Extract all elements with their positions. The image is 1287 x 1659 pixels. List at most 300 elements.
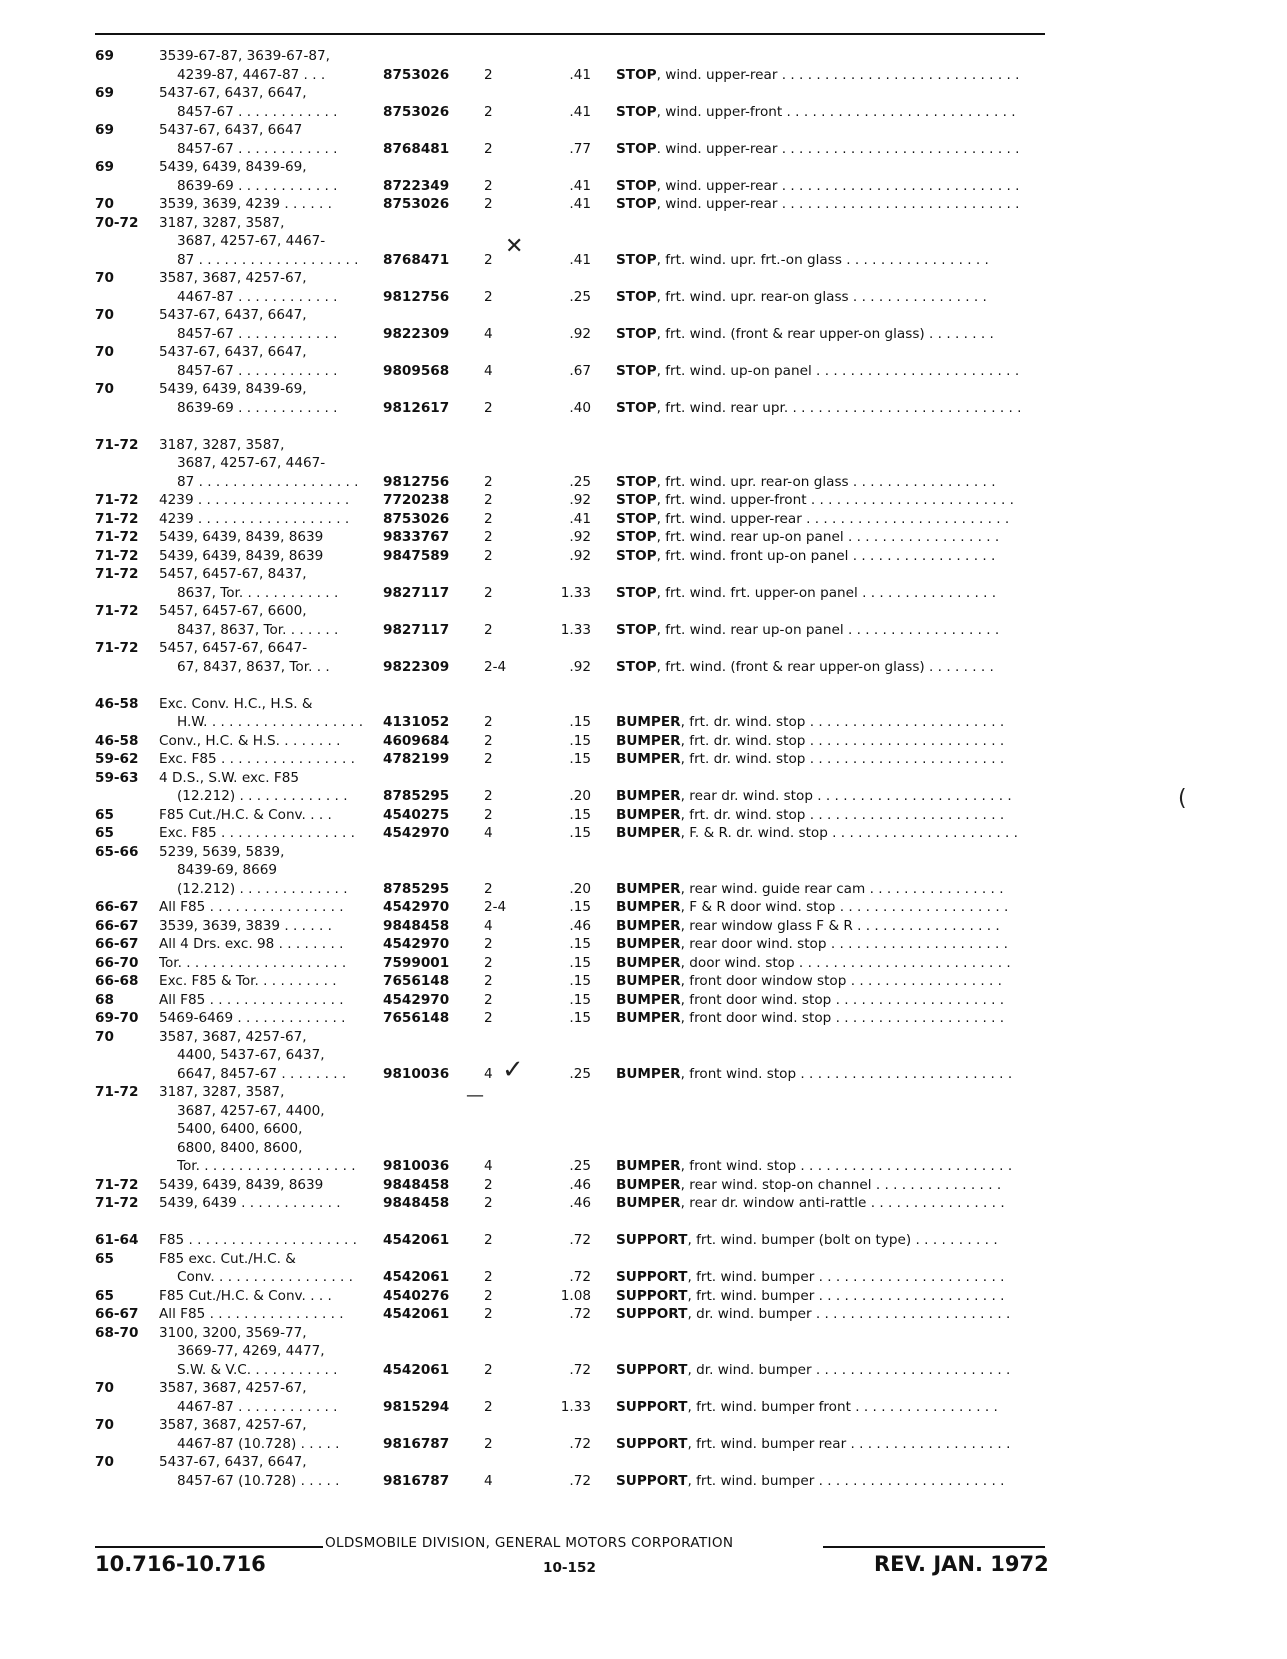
description-text: , frt. wind. upper-rear . . . . . . . . . . . . . . . . . . . . . . . . bbox=[656, 510, 1010, 527]
cell-year: 70 bbox=[95, 270, 114, 286]
table-row bbox=[0, 251, 1287, 270]
description-keyword: STOP bbox=[616, 473, 657, 490]
cell-description bbox=[616, 528, 1045, 547]
cell-price: .92 bbox=[569, 492, 591, 508]
description-text: , frt. wind. (front & rear upper-on glass) . . . . . . . . bbox=[656, 325, 994, 342]
description-keyword: BUMPER bbox=[616, 1158, 681, 1174]
description-text: , frt. dr. wind. stop . . . . . . . . . . . . . . . . . . . . . . . bbox=[680, 751, 1005, 767]
description-text: , frt. wind. bumper front . . . . . . . . . . . . . . . . . bbox=[687, 1398, 998, 1415]
cell-year: 59-63 bbox=[95, 769, 139, 786]
cell-year: 71-72 bbox=[95, 603, 139, 619]
cell-quantity: 2 bbox=[484, 1435, 493, 1452]
description-keyword: STOP bbox=[616, 66, 657, 83]
cell-description bbox=[616, 491, 1045, 510]
description-text: , frt. wind. bumper (bolt on type) . . . . . . . . . . bbox=[687, 1232, 998, 1248]
cell-quantity: 2 bbox=[484, 399, 493, 416]
cell-year: 71-72 bbox=[95, 1195, 139, 1211]
description-keyword: STOP bbox=[616, 103, 657, 120]
cell-quantity: 2-4 bbox=[484, 658, 507, 675]
cell-model: 4239-87, 4467-87 . . . bbox=[177, 66, 326, 83]
cell-price: .72 bbox=[569, 1435, 591, 1452]
cell-price: .92 bbox=[569, 529, 591, 545]
description-keyword: STOP bbox=[616, 529, 657, 545]
table-row bbox=[0, 66, 1287, 85]
cell-description bbox=[616, 713, 1045, 732]
description-text: , wind. upper-front . . . . . . . . . . . . . . . . . . . . . . . . . . . bbox=[656, 103, 1016, 120]
description-text: , wind. upper-rear . . . . . . . . . . . . . . . . . . . . . . . . . . . . bbox=[656, 66, 1020, 83]
cell-price: .15 bbox=[569, 714, 591, 730]
cell-model: 3539, 3639, 3839 . . . . . . bbox=[159, 917, 332, 934]
cell-price: .41 bbox=[569, 251, 591, 268]
cell-price: .15 bbox=[569, 751, 591, 767]
cell-description bbox=[616, 195, 1045, 214]
cell-price: .67 bbox=[569, 362, 591, 379]
description-keyword: SUPPORT bbox=[616, 1269, 688, 1285]
table-row bbox=[0, 1046, 1287, 1065]
cell-year: 66-67 bbox=[95, 1306, 139, 1322]
table-row bbox=[0, 843, 1287, 862]
cell-year: 69 bbox=[95, 159, 114, 175]
footer-rule-left bbox=[95, 1546, 323, 1548]
cell-description bbox=[616, 917, 1045, 936]
cell-year: 71-72 bbox=[95, 1176, 139, 1193]
table-row bbox=[0, 935, 1287, 954]
cell-description bbox=[616, 103, 1045, 122]
cell-quantity: 2 bbox=[484, 1398, 493, 1415]
table-row bbox=[0, 1342, 1287, 1361]
description-text: , frt. wind. bumper rear . . . . . . . . . . . . . . . . . . . bbox=[687, 1435, 1011, 1452]
cell-quantity: 2 bbox=[484, 1287, 493, 1304]
cell-part-number: 8768471 bbox=[383, 251, 450, 268]
cell-description bbox=[616, 880, 1045, 899]
cell-description bbox=[616, 898, 1045, 917]
description-text: , dr. wind. bumper . . . . . . . . . . . . . . . . . . . . . . . bbox=[687, 1361, 1011, 1378]
table-row bbox=[0, 1268, 1287, 1287]
cell-price: .72 bbox=[569, 1361, 591, 1378]
cell-description bbox=[616, 1157, 1045, 1176]
cell-year: 59-62 bbox=[95, 751, 139, 767]
description-text: , frt. wind. upr. rear-on glass . . . . . . . . . . . . . . . . bbox=[656, 288, 987, 305]
description-text: , front door wind. stop . . . . . . . . . . . . . . . . . . . . bbox=[680, 1010, 1005, 1026]
cell-year: 71-72 bbox=[95, 640, 139, 656]
cell-part-number: 8722349 bbox=[383, 177, 450, 194]
description-text: , F & R door wind. stop . . . . . . . . . . . . . . . . . . . . bbox=[680, 899, 1009, 915]
cell-model: 4467-87 (10.728) . . . . . bbox=[177, 1435, 340, 1452]
cell-part-number: 9815294 bbox=[383, 1398, 450, 1415]
table-row bbox=[0, 1379, 1287, 1398]
cell-description bbox=[616, 732, 1045, 751]
table-row bbox=[0, 1435, 1287, 1454]
table-row bbox=[0, 214, 1287, 233]
cell-model: 8457-67 . . . . . . . . . . . . bbox=[177, 103, 338, 120]
cell-quantity: 2 bbox=[484, 991, 493, 1008]
cell-quantity: 2 bbox=[484, 1195, 493, 1211]
cell-price: .41 bbox=[569, 66, 591, 83]
cell-model: All F85 . . . . . . . . . . . . . . . . bbox=[159, 991, 344, 1008]
cell-model: 4 D.S., S.W. exc. F85 bbox=[159, 769, 299, 786]
cell-part-number: 9822309 bbox=[383, 658, 450, 675]
description-keyword: BUMPER bbox=[616, 1010, 681, 1026]
cell-description bbox=[616, 1305, 1045, 1324]
description-text: , frt. wind. (front & rear upper-on glass) . . . . . . . . bbox=[656, 658, 994, 675]
cell-model: Exc. F85 . . . . . . . . . . . . . . . . bbox=[159, 825, 355, 841]
cell-model: 3187, 3287, 3587, bbox=[159, 214, 285, 231]
cell-year: 69-70 bbox=[95, 1010, 139, 1026]
table-row bbox=[0, 769, 1287, 788]
cell-description bbox=[616, 251, 1045, 270]
description-keyword: STOP bbox=[616, 621, 657, 638]
cell-part-number: 9812617 bbox=[383, 399, 450, 416]
cell-quantity: 2 bbox=[484, 140, 493, 157]
table-row bbox=[0, 806, 1287, 825]
cell-quantity: 2 bbox=[484, 584, 493, 601]
cell-model: (12.212) . . . . . . . . . . . . . bbox=[177, 880, 348, 897]
cell-model: 4400, 5437-67, 6437, bbox=[177, 1047, 325, 1063]
cell-quantity: 2 bbox=[484, 751, 493, 767]
table-row bbox=[0, 1120, 1287, 1139]
description-text: , frt. wind. rear upr. . . . . . . . . . . . . . . . . . . . . . . . . . . . bbox=[656, 399, 1022, 416]
cell-quantity: 4 bbox=[484, 1065, 493, 1082]
description-text: , rear window glass F & R . . . . . . . . . . . . . . . . . bbox=[680, 917, 1000, 934]
cell-part-number: 9809568 bbox=[383, 362, 450, 379]
cell-quantity: 2-4 bbox=[484, 899, 507, 915]
table-row bbox=[0, 380, 1287, 399]
cell-model: 8439-69, 8669 bbox=[177, 862, 278, 878]
cell-price: .46 bbox=[569, 1195, 591, 1211]
cell-part-number: 4609684 bbox=[383, 732, 450, 749]
row-spacer bbox=[0, 1213, 1287, 1232]
cell-description bbox=[616, 1194, 1045, 1213]
cell-part-number: 9810036 bbox=[383, 1065, 450, 1082]
table-row bbox=[0, 565, 1287, 584]
description-keyword: SUPPORT bbox=[616, 1472, 688, 1489]
cell-model: 4467-87 . . . . . . . . . . . . bbox=[177, 288, 338, 305]
cell-model: S.W. & V.C. . . . . . . . . . . bbox=[177, 1361, 338, 1378]
description-keyword: STOP bbox=[616, 492, 657, 508]
cell-year: 70-72 bbox=[95, 214, 139, 231]
description-keyword: BUMPER bbox=[616, 991, 681, 1008]
cell-description bbox=[616, 1361, 1045, 1380]
cell-description bbox=[616, 1398, 1045, 1417]
footer-division: OLDSMOBILE DIVISION, GENERAL MOTORS CORPORATION bbox=[325, 1535, 734, 1551]
cell-year: 61-64 bbox=[95, 1232, 139, 1248]
table-row bbox=[0, 1398, 1287, 1417]
cell-model: 4239 . . . . . . . . . . . . . . . . . . bbox=[159, 492, 350, 508]
cell-model: 5437-67, 6437, 6647, bbox=[159, 307, 307, 323]
table-row bbox=[0, 1194, 1287, 1213]
cell-part-number: 9827117 bbox=[383, 584, 450, 601]
table-row bbox=[0, 972, 1287, 991]
description-text: , F. & R. dr. wind. stop . . . . . . . . . . . . . . . . . . . . . . bbox=[680, 825, 1018, 841]
description-keyword: SUPPORT bbox=[616, 1398, 688, 1415]
description-keyword: SUPPORT bbox=[616, 1287, 688, 1304]
table-row bbox=[0, 584, 1287, 603]
cell-year: 69 bbox=[95, 122, 114, 138]
footer-section-number: 10.716-10.716 bbox=[95, 1552, 266, 1576]
cell-part-number: 7656148 bbox=[383, 973, 450, 989]
row-spacer bbox=[0, 676, 1287, 695]
cell-part-number: 4540275 bbox=[383, 806, 450, 823]
description-text: , rear wind. stop-on channel . . . . . . . . . . . . . . . bbox=[680, 1176, 1002, 1193]
cell-description bbox=[616, 547, 1045, 566]
cell-quantity: 2 bbox=[484, 714, 493, 730]
cell-model: 5439, 6439, 8439, 8639 bbox=[159, 1176, 324, 1193]
description-text: , frt. dr. wind. stop . . . . . . . . . . . . . . . . . . . . . . . bbox=[680, 732, 1005, 749]
cell-part-number: 8768481 bbox=[383, 140, 450, 157]
cell-model: 3587, 3687, 4257-67, bbox=[159, 1380, 307, 1396]
cell-year: 70 bbox=[95, 307, 114, 323]
cell-model: 5439, 6439, 8439-69, bbox=[159, 159, 307, 175]
description-keyword: BUMPER bbox=[616, 954, 681, 971]
cell-description bbox=[616, 362, 1045, 381]
cell-description bbox=[616, 806, 1045, 825]
cell-price: .41 bbox=[569, 103, 591, 120]
cell-model: 87 . . . . . . . . . . . . . . . . . . . bbox=[177, 251, 359, 268]
cell-price: .72 bbox=[569, 1269, 591, 1285]
table-row bbox=[0, 84, 1287, 103]
description-keyword: BUMPER bbox=[616, 1195, 681, 1211]
cell-quantity: 2 bbox=[484, 788, 493, 804]
stray-paren-mark: ( bbox=[1178, 786, 1187, 811]
cell-price: .20 bbox=[569, 880, 591, 897]
cell-model: 5239, 5639, 5839, bbox=[159, 843, 285, 860]
cell-part-number: 8785295 bbox=[383, 880, 450, 897]
description-text: , frt. wind. bumper . . . . . . . . . . . . . . . . . . . . . . bbox=[687, 1472, 1005, 1489]
cell-description bbox=[616, 1472, 1045, 1491]
cell-description bbox=[616, 66, 1045, 85]
cell-year: 66-67 bbox=[95, 917, 139, 934]
cell-description bbox=[616, 399, 1045, 418]
description-text: , frt. wind. frt. upper-on panel . . . . . . . . . . . . . . . . bbox=[656, 584, 997, 601]
description-keyword: BUMPER bbox=[616, 1176, 681, 1193]
cell-model: 8457-67 . . . . . . . . . . . . bbox=[177, 362, 338, 379]
table-row bbox=[0, 1416, 1287, 1435]
cell-model: 5439, 6439 . . . . . . . . . . . . bbox=[159, 1195, 341, 1211]
cell-part-number: 9812756 bbox=[383, 288, 450, 305]
table-row bbox=[0, 658, 1287, 677]
description-keyword: SUPPORT bbox=[616, 1361, 688, 1378]
description-text: , frt. dr. wind. stop . . . . . . . . . . . . . . . . . . . . . . . bbox=[680, 806, 1005, 823]
cell-model: 5439, 6439, 8439-69, bbox=[159, 381, 307, 397]
table-row bbox=[0, 1028, 1287, 1047]
cell-quantity: 2 bbox=[484, 1010, 493, 1026]
description-text: , frt. wind. up-on panel . . . . . . . . . . . . . . . . . . . . . . . . bbox=[656, 362, 1020, 379]
cell-model: 3687, 4257-67, 4400, bbox=[177, 1102, 325, 1119]
cell-description bbox=[616, 325, 1045, 344]
cell-model: 5437-67, 6437, 6647, bbox=[159, 344, 307, 360]
cell-quantity: 2 bbox=[484, 936, 493, 952]
cell-quantity: 2 bbox=[484, 806, 493, 823]
cell-quantity: 2 bbox=[484, 510, 493, 527]
description-text: , front door window stop . . . . . . . . . . . . . . . . . . bbox=[680, 973, 1002, 989]
description-keyword: STOP bbox=[616, 288, 657, 305]
cell-year: 46-58 bbox=[95, 732, 139, 749]
cell-model: Exc. Conv. H.C., H.S. & bbox=[159, 695, 313, 712]
cell-quantity: 2 bbox=[484, 621, 493, 638]
description-keyword: BUMPER bbox=[616, 973, 681, 989]
cell-model: 8457-67 (10.728) . . . . . bbox=[177, 1472, 340, 1489]
cell-part-number: 7656148 bbox=[383, 1010, 450, 1026]
table-row bbox=[0, 1472, 1287, 1491]
description-keyword: SUPPORT bbox=[616, 1306, 688, 1322]
table-row bbox=[0, 528, 1287, 547]
cell-part-number: 4542061 bbox=[383, 1361, 450, 1378]
description-keyword: STOP bbox=[616, 510, 657, 527]
footer-rule-right bbox=[823, 1546, 1045, 1548]
cell-model: 5437-67, 6437, 6647, bbox=[159, 85, 307, 101]
description-keyword: BUMPER bbox=[616, 732, 681, 749]
table-row bbox=[0, 1231, 1287, 1250]
cell-model: 3587, 3687, 4257-67, bbox=[159, 1028, 307, 1045]
description-text: , frt. dr. wind. stop . . . . . . . . . . . . . . . . . . . . . . . bbox=[680, 714, 1005, 730]
description-keyword: STOP bbox=[616, 140, 657, 157]
cell-model: H.W. . . . . . . . . . . . . . . . . . . bbox=[177, 714, 364, 730]
cell-part-number: 9816787 bbox=[383, 1472, 450, 1489]
table-row bbox=[0, 1453, 1287, 1472]
description-text: , front door wind. stop . . . . . . . . . . . . . . . . . . . . bbox=[680, 991, 1005, 1008]
cell-description bbox=[616, 510, 1045, 529]
description-keyword: SUPPORT bbox=[616, 1435, 688, 1452]
description-text: , frt. wind. rear up-on panel . . . . . . . . . . . . . . . . . . bbox=[656, 529, 1000, 545]
cell-part-number: 7599001 bbox=[383, 954, 450, 971]
table-row bbox=[0, 121, 1287, 140]
description-text: , rear wind. guide rear cam . . . . . . . . . . . . . . . . bbox=[680, 880, 1004, 897]
cell-model: 8457-67 . . . . . . . . . . . . bbox=[177, 140, 338, 157]
cell-model: 5437-67, 6437, 6647 bbox=[159, 122, 303, 138]
cell-part-number: 9848458 bbox=[383, 1195, 450, 1211]
description-text: . wind. upper-rear . . . . . . . . . . . . . . . . . . . . . . . . . . . . bbox=[656, 140, 1020, 157]
description-keyword: BUMPER bbox=[616, 806, 681, 823]
description-keyword: STOP bbox=[616, 251, 657, 268]
table-row bbox=[0, 861, 1287, 880]
description-text: , frt. wind. bumper . . . . . . . . . . . . . . . . . . . . . . bbox=[687, 1287, 1005, 1304]
cell-year: 70 bbox=[95, 1417, 114, 1433]
cell-part-number: 9816787 bbox=[383, 1435, 450, 1452]
cell-price: .92 bbox=[569, 325, 591, 342]
cell-description bbox=[616, 473, 1045, 492]
cell-description bbox=[616, 658, 1045, 677]
cell-year: 66-67 bbox=[95, 936, 139, 952]
description-keyword: STOP bbox=[616, 362, 657, 379]
cell-model: 3539, 3639, 4239 . . . . . . bbox=[159, 196, 332, 212]
cell-description bbox=[616, 621, 1045, 640]
cell-model: F85 exc. Cut./H.C. & bbox=[159, 1250, 296, 1267]
table-row bbox=[0, 158, 1287, 177]
cell-price: .15 bbox=[569, 899, 591, 915]
cell-quantity: 2 bbox=[484, 103, 493, 120]
cell-description bbox=[616, 1176, 1045, 1195]
table-row bbox=[0, 880, 1287, 899]
cell-description bbox=[616, 750, 1045, 769]
table-row bbox=[0, 177, 1287, 196]
cell-year: 70 bbox=[95, 381, 114, 397]
cell-model: All 4 Drs. exc. 98 . . . . . . . . bbox=[159, 936, 344, 952]
cell-price: .15 bbox=[569, 825, 591, 841]
cell-quantity: 2 bbox=[484, 1306, 493, 1322]
cell-model: 4467-87 . . . . . . . . . . . . bbox=[177, 1398, 338, 1415]
description-keyword: STOP bbox=[616, 547, 657, 564]
table-row bbox=[0, 399, 1287, 418]
cell-model: 4239 . . . . . . . . . . . . . . . . . . bbox=[159, 510, 350, 527]
cell-model: 3187, 3287, 3587, bbox=[159, 1084, 285, 1100]
cell-price: .15 bbox=[569, 973, 591, 989]
cell-model: 6647, 8457-67 . . . . . . . . bbox=[177, 1065, 347, 1082]
cell-price: .25 bbox=[569, 473, 591, 490]
cell-description bbox=[616, 1287, 1045, 1306]
cell-price: .25 bbox=[569, 288, 591, 305]
cell-year: 71-72 bbox=[95, 529, 139, 545]
cell-model: 8457-67 . . . . . . . . . . . . bbox=[177, 325, 338, 342]
cell-part-number: 8785295 bbox=[383, 788, 450, 804]
cell-quantity: 4 bbox=[484, 362, 493, 379]
cell-year: 65 bbox=[95, 825, 114, 841]
table-row bbox=[0, 1065, 1287, 1084]
cell-year: 70 bbox=[95, 196, 114, 212]
description-keyword: STOP bbox=[616, 584, 657, 601]
table-row bbox=[0, 436, 1287, 455]
cell-part-number: 9833767 bbox=[383, 529, 450, 545]
cell-quantity: 4 bbox=[484, 825, 493, 841]
cell-price: .41 bbox=[569, 177, 591, 194]
cell-part-number: 4131052 bbox=[383, 714, 450, 730]
table-row bbox=[0, 1305, 1287, 1324]
cell-model: 5457, 6457-67, 8437, bbox=[159, 566, 307, 582]
cell-description bbox=[616, 140, 1045, 159]
table-row bbox=[0, 288, 1287, 307]
cell-model: 67, 8437, 8637, Tor. . . bbox=[177, 658, 330, 675]
cell-part-number: 9810036 bbox=[383, 1158, 450, 1174]
table-row bbox=[0, 325, 1287, 344]
cell-description bbox=[616, 1268, 1045, 1287]
description-text: , wind. upper-rear . . . . . . . . . . . . . . . . . . . . . . . . . . . . bbox=[656, 177, 1020, 194]
table-row bbox=[0, 1102, 1287, 1121]
table-row bbox=[0, 1083, 1287, 1102]
cell-model: 8437, 8637, Tor. . . . . . . bbox=[177, 621, 339, 638]
description-text: , frt. wind. bumper . . . . . . . . . . . . . . . . . . . . . . bbox=[687, 1269, 1005, 1285]
cell-part-number: 4542970 bbox=[383, 899, 450, 915]
table-row bbox=[0, 454, 1287, 473]
table-row bbox=[0, 1361, 1287, 1380]
cell-quantity: 2 bbox=[484, 177, 493, 194]
cell-part-number: 4542970 bbox=[383, 936, 450, 952]
description-keyword: STOP bbox=[616, 177, 657, 194]
description-keyword: STOP bbox=[616, 325, 657, 342]
cell-description bbox=[616, 1435, 1045, 1454]
table-row bbox=[0, 824, 1287, 843]
cell-price: .25 bbox=[569, 1158, 591, 1174]
cell-quantity: 4 bbox=[484, 1472, 493, 1489]
cell-model: 3687, 4257-67, 4467- bbox=[177, 233, 326, 249]
description-text: , frt. wind. front up-on panel . . . . . . . . . . . . . . . . . bbox=[656, 547, 996, 564]
cell-model: F85 Cut./H.C. & Conv. . . . bbox=[159, 1287, 332, 1304]
cell-model: 87 . . . . . . . . . . . . . . . . . . . bbox=[177, 473, 359, 490]
table-row bbox=[0, 1250, 1287, 1269]
cell-year: 71-72 bbox=[95, 492, 139, 508]
cell-part-number: 9848458 bbox=[383, 917, 450, 934]
description-text: , rear dr. window anti-rattle . . . . . . . . . . . . . . . . bbox=[680, 1195, 1005, 1211]
table-row bbox=[0, 750, 1287, 769]
cell-model: 5457, 6457-67, 6600, bbox=[159, 603, 307, 619]
cell-quantity: 2 bbox=[484, 1232, 493, 1248]
description-text: , frt. wind. upr. frt.-on glass . . . . . . . . . . . . . . . . . bbox=[656, 251, 989, 268]
cell-description bbox=[616, 991, 1045, 1010]
cell-price: .46 bbox=[569, 1176, 591, 1193]
cell-price: .72 bbox=[569, 1232, 591, 1248]
cell-model: 3587, 3687, 4257-67, bbox=[159, 270, 307, 286]
parts-table bbox=[0, 47, 1287, 1490]
cell-price: .25 bbox=[569, 1065, 591, 1082]
cell-quantity: 2 bbox=[484, 288, 493, 305]
